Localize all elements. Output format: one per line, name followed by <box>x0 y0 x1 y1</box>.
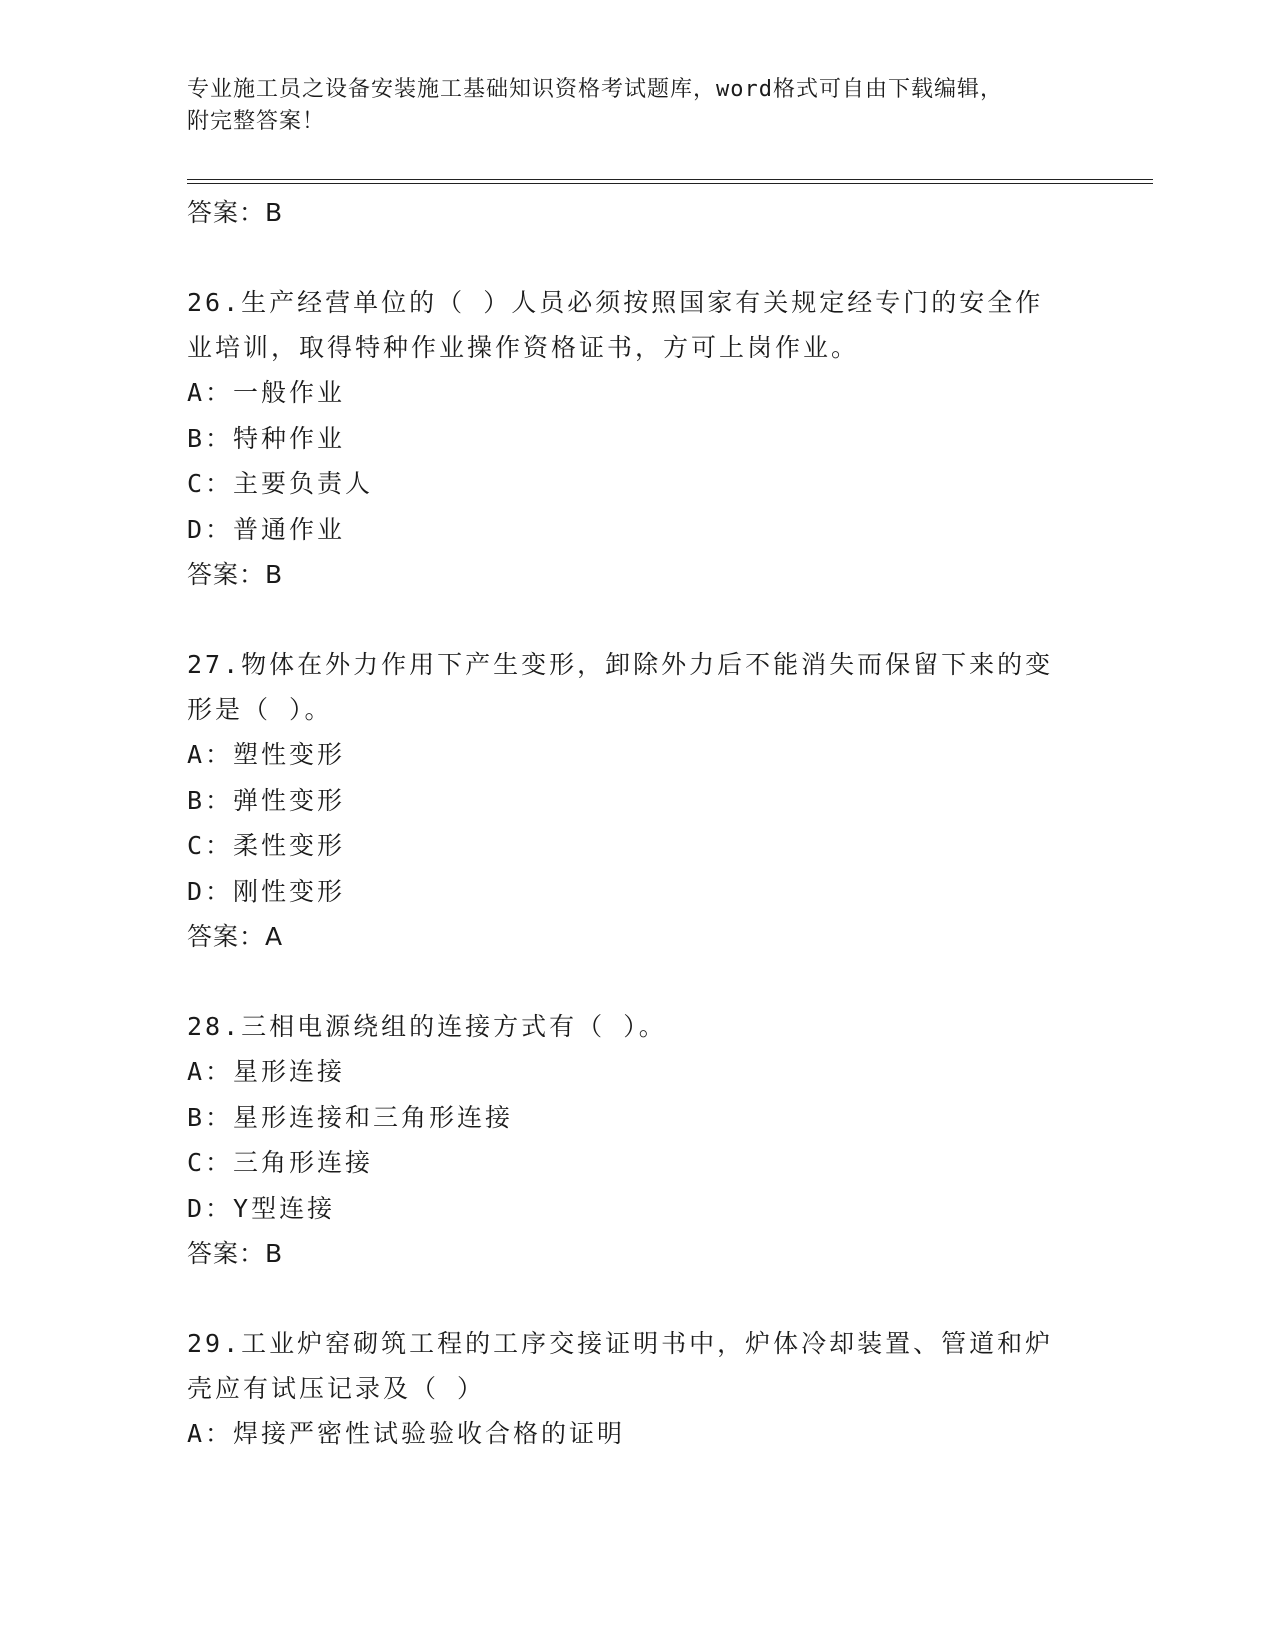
header-line-2: 附完整答案！ <box>187 109 326 134</box>
option-d: D：刚性变形 <box>187 876 346 906</box>
question-27 <box>187 642 1087 960</box>
option-c: C：主要负责人 <box>187 469 374 498</box>
header-rule-bottom <box>187 183 1153 184</box>
spacer <box>187 960 1087 1004</box>
option-a: A：一般作业 <box>187 378 346 407</box>
spacer <box>187 598 1087 642</box>
question-list <box>187 190 1087 1457</box>
question-text: 26.生产经营单位的（ ）人员必须按照国家有关规定经专门的安全作 <box>187 288 1044 317</box>
option-d: D：Y型连接 <box>187 1193 336 1223</box>
header-line-1: 专业施工员之设备安装施工基础知识资格考试题库，word格式可自由下载编辑， <box>187 77 1003 102</box>
question-text: 形是（ ）。 <box>187 695 333 724</box>
document-header <box>187 74 1087 138</box>
option-d: D：普通作业 <box>187 514 346 544</box>
question-29 <box>187 1321 1087 1457</box>
option-a: A：焊接严密性试验验收合格的证明 <box>187 1419 626 1448</box>
answer-line: 答案：B <box>187 1239 284 1268</box>
answer-line: 答案：B <box>187 198 284 227</box>
spacer <box>187 236 1087 280</box>
option-a: A：塑性变形 <box>187 740 346 769</box>
question-text: 28.三相电源绕组的连接方式有（ ）。 <box>187 1012 667 1041</box>
option-a: A：星形连接 <box>187 1057 346 1086</box>
question-text: 27.物体在外力作用下产生变形，卸除外力后不能消失而保留下来的变 <box>187 650 1054 679</box>
option-c: C：三角形连接 <box>187 1148 374 1177</box>
spacer <box>187 1277 1087 1321</box>
answer-line: 答案：B <box>187 560 284 589</box>
question-text: 壳应有试压记录及（ ） <box>187 1374 486 1403</box>
option-b: B：星形连接和三角形连接 <box>187 1102 514 1132</box>
header-rule-top <box>187 179 1153 180</box>
option-b: B：特种作业 <box>187 423 346 453</box>
option-b: B：弹性变形 <box>187 785 346 815</box>
option-c: C：柔性变形 <box>187 831 346 860</box>
question-28 <box>187 1004 1087 1277</box>
question-26 <box>187 280 1087 598</box>
answer-line: 答案：A <box>187 922 284 951</box>
question-text: 业培训，取得特种作业操作资格证书，方可上岗作业。 <box>187 333 860 362</box>
question-text: 29.工业炉窑砌筑工程的工序交接证明书中，炉体冷却装置、管道和炉 <box>187 1329 1054 1358</box>
